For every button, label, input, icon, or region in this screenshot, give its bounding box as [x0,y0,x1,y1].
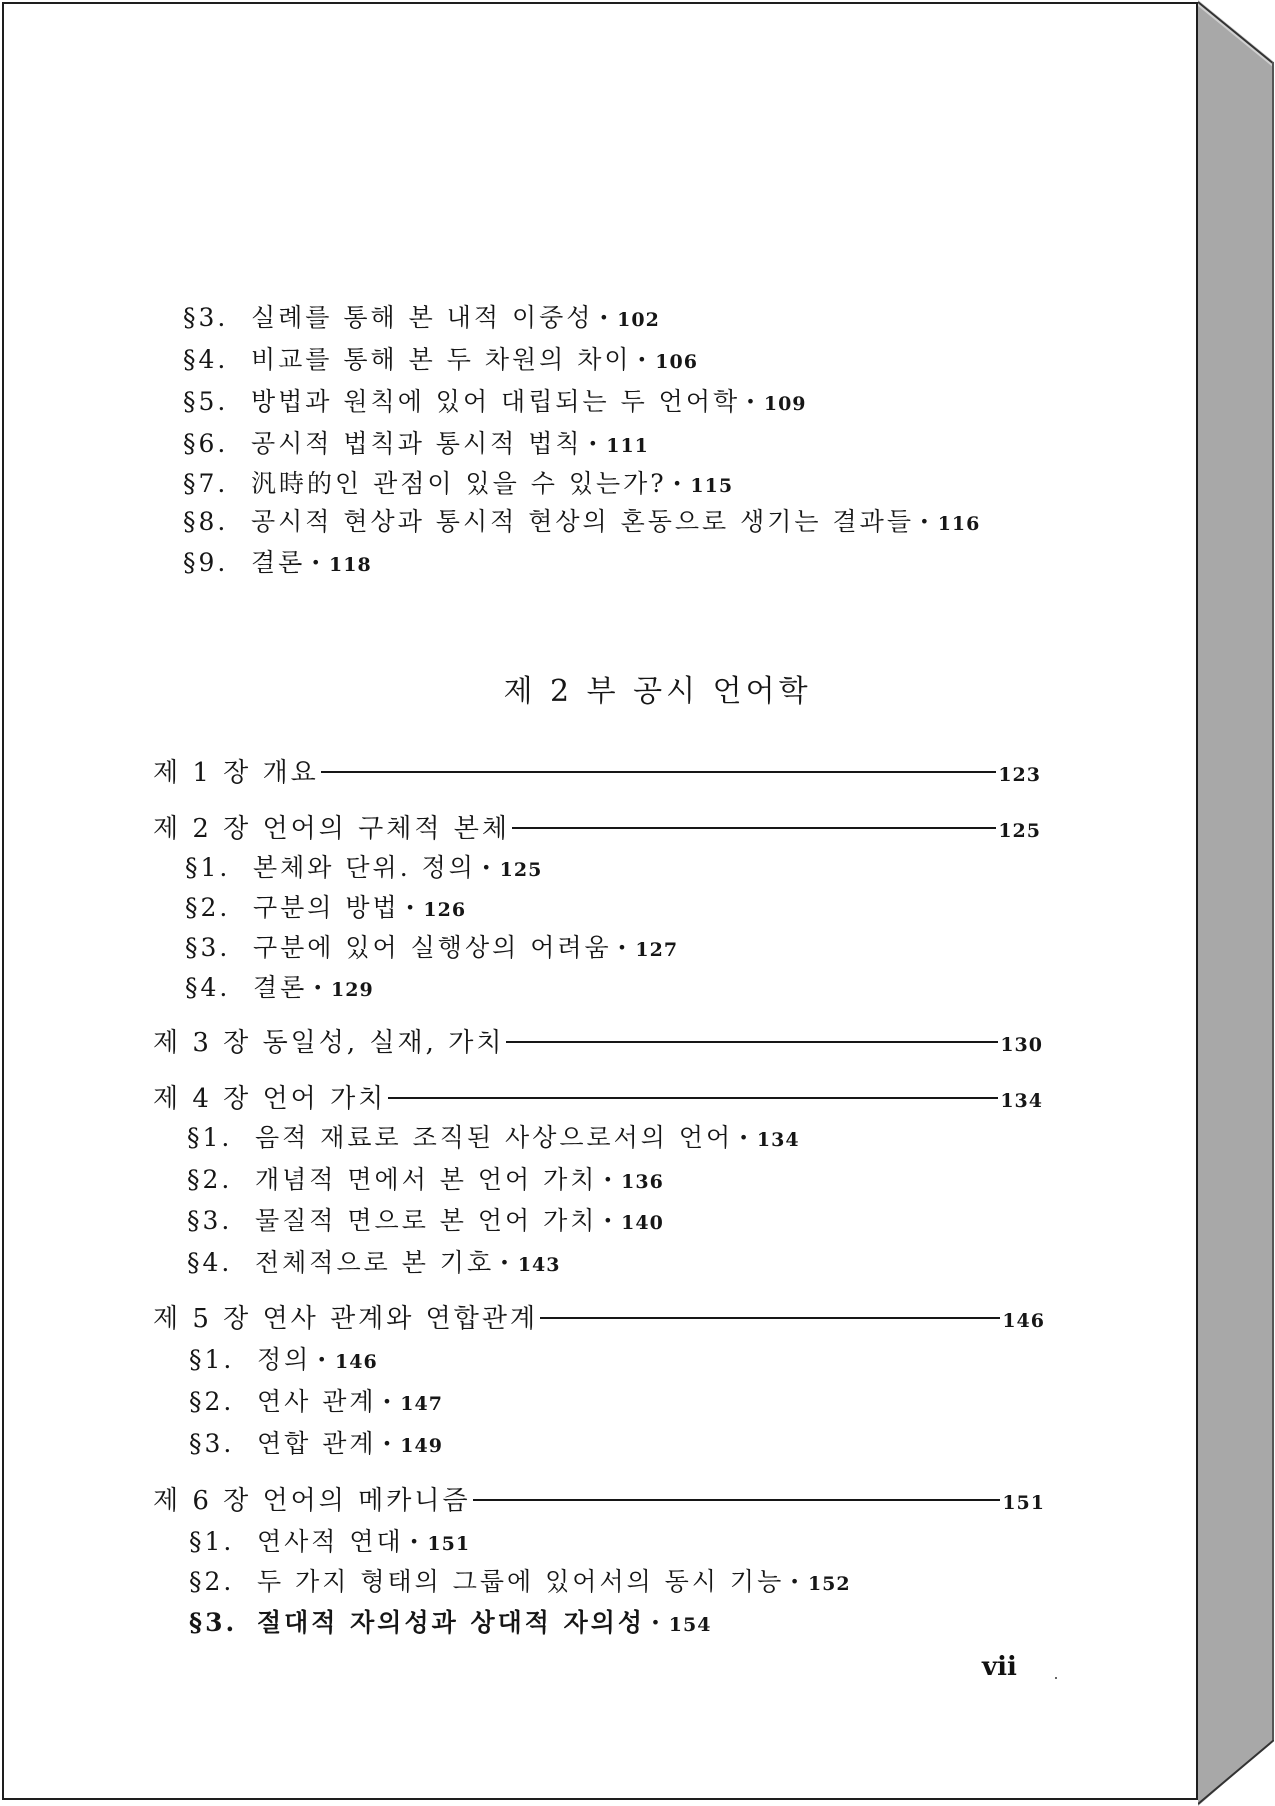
chapter-label: 제 4 장 언어 가치 [153,1084,387,1114]
chapter-label: 제 5 장 연사 관계와 연합관계 [153,1304,539,1334]
section-number: §3. [183,303,229,332]
section-title: 본체와 단위. 정의 [253,853,476,882]
leader-rule [540,1317,1000,1319]
section-number: §2. [189,1567,235,1596]
toc-entry[interactable] [183,464,733,500]
page-number: 106 [655,351,698,373]
section-number: §3. [189,1429,235,1458]
book-page [2,2,1198,1800]
section-title: 정의 [257,1345,312,1374]
section-title: 비교를 통해 본 두 차원의 차이 [251,345,632,374]
leader-rule [321,771,997,773]
page-number: 134 [1000,1090,1043,1112]
page-number: 116 [937,513,981,535]
section-number: §2. [187,1165,233,1194]
toc-entry[interactable] [183,298,660,334]
bullet-dot: · [599,303,612,332]
toc-entry[interactable] [185,848,542,884]
part-heading: 제 2 부 공시 언어학 [503,674,812,709]
page-number: 126 [423,899,467,921]
page-folio: vii [982,1652,1017,1682]
bullet-dot: · [651,1608,663,1637]
page-number: 125 [998,820,1041,842]
page-number: 125 [499,859,543,881]
bullet-dot: · [746,387,758,416]
bullet-dot: · [588,429,601,458]
toc-entry[interactable] [189,1603,711,1639]
section-title: 음적 재료로 조직된 사상으로서의 언어 [255,1123,734,1152]
section-number: §2. [185,893,231,922]
section-title: 공시적 현상과 통시적 현상의 혼동으로 생기는 결과들 [251,507,914,536]
section-title: 결론 [253,973,308,1002]
toc-entry[interactable] [187,1201,664,1237]
toc-entry[interactable] [189,1340,378,1376]
chapter-entry[interactable] [153,1480,1045,1516]
leader-rule [512,827,996,829]
bullet-dot: · [481,853,494,882]
page-number: 136 [621,1171,664,1193]
section-title: 물질적 면으로 본 언어 가치 [255,1206,598,1235]
section-title: 구분에 있어 실행상의 어려움 [253,933,612,962]
toc-entry[interactable] [185,968,374,1004]
bullet-dot: · [790,1567,802,1596]
page-number: 152 [807,1573,851,1595]
toc-entry[interactable] [189,1522,470,1558]
section-number: §1. [189,1527,235,1556]
section-number: §3. [187,1206,233,1235]
leader-rule [473,1499,1001,1501]
page-number: 146 [1002,1310,1045,1332]
bullet-dot: · [409,1527,422,1556]
page-number: 151 [1002,1492,1045,1514]
toc-entry[interactable] [187,1243,561,1279]
toc-entry[interactable] [183,382,807,418]
section-number: §8. [183,507,229,536]
chapter-label: 제 1 장 개요 [153,758,319,788]
section-number: §9. [183,548,229,577]
section-number: §3. [185,933,231,962]
bullet-dot: · [311,548,324,577]
bullet-dot: · [405,893,418,922]
toc-entry[interactable] [183,424,649,460]
toc-entry[interactable] [189,1382,443,1418]
page-number: 102 [617,309,660,331]
section-title: 결론 [251,548,306,577]
section-number: §1. [189,1345,235,1374]
toc-entry[interactable] [189,1562,851,1598]
chapter-label: 제 6 장 언어의 메카니즘 [153,1486,471,1516]
section-number: §3. [189,1608,238,1637]
page-number: 111 [606,435,649,457]
chapter-label: 제 2 장 언어의 구체적 본체 [153,814,511,844]
bullet-dot: · [617,933,630,962]
toc-entry[interactable] [183,502,980,538]
section-number: §5. [183,387,229,416]
page-number: 143 [517,1254,561,1276]
section-title: 두 가지 형태의 그룹에 있어서의 동시 기능 [257,1567,785,1596]
bullet-dot: · [382,1429,395,1458]
leader-rule [388,1097,998,1099]
toc-entry[interactable] [189,1424,443,1460]
bullet-dot: · [603,1206,616,1235]
bullet-dot: · [313,973,326,1002]
toc-entry[interactable] [183,340,698,376]
bullet-dot: · [919,507,932,536]
section-number: §6. [183,429,229,458]
page-number: 127 [635,939,679,961]
toc-entry[interactable] [187,1118,800,1154]
leader-rule [506,1041,998,1043]
bullet-dot: · [382,1387,395,1416]
section-number: §4. [185,973,231,1002]
toc-entry[interactable] [185,888,466,924]
page-number: 154 [668,1614,712,1636]
section-title: 개념적 면에서 본 언어 가치 [255,1165,598,1194]
section-title: 공시적 법칙과 통시적 법칙 [251,429,583,458]
section-title: 구분의 방법 [253,893,400,922]
chapter-entry[interactable] [153,752,1041,788]
section-title: 연사적 연대 [257,1527,404,1556]
page-number: 149 [400,1435,443,1457]
section-number: §2. [189,1387,235,1416]
section-number: §1. [185,853,231,882]
page-edge-3d [1198,0,1274,1806]
toc-entry[interactable] [183,543,372,579]
chapter-label: 제 3 장 동일성, 실재, 가치 [153,1028,505,1058]
chapter-entry[interactable] [153,1022,1043,1058]
chapter-entry[interactable] [153,1078,1043,1114]
section-title: 연사 관계 [257,1387,377,1416]
scan-speck [1055,1677,1057,1679]
page-number: 118 [329,554,372,576]
page-number: 147 [400,1393,443,1415]
section-number: §4. [183,345,229,374]
section-title: 전체적으로 본 기호 [255,1248,495,1277]
chapter-entry[interactable] [153,1298,1045,1334]
page-number: 130 [1000,1034,1043,1056]
section-title: 방법과 원칙에 있어 대립되는 두 언어학 [251,387,741,416]
bullet-dot: · [500,1248,512,1277]
page-number: 151 [427,1533,471,1555]
page-number: 129 [331,979,374,1001]
chapter-entry[interactable] [153,808,1041,844]
page-number: 146 [335,1351,378,1373]
section-title: 실례를 통해 본 내적 이중성 [251,303,594,332]
page-number: 109 [763,393,807,415]
toc-entry[interactable] [185,928,678,964]
bullet-dot: · [603,1165,616,1194]
section-title: 연합 관계 [257,1429,377,1458]
page-number: 115 [690,475,734,497]
section-number: §7. [183,469,229,498]
section-number: §4. [187,1248,233,1277]
bullet-dot: · [739,1123,751,1152]
section-title: 절대적 자의성과 상대적 자의성 [257,1608,646,1637]
section-number: §1. [187,1123,233,1152]
bullet-dot: · [672,469,685,498]
bullet-dot: · [637,345,650,374]
page-number: 134 [756,1129,800,1151]
section-title: 汎時的인 관점이 있을 수 있는가? [251,469,667,498]
toc-entry[interactable] [187,1160,664,1196]
page-number: 140 [621,1212,664,1234]
bullet-dot: · [317,1345,330,1374]
page-number: 123 [998,764,1041,786]
